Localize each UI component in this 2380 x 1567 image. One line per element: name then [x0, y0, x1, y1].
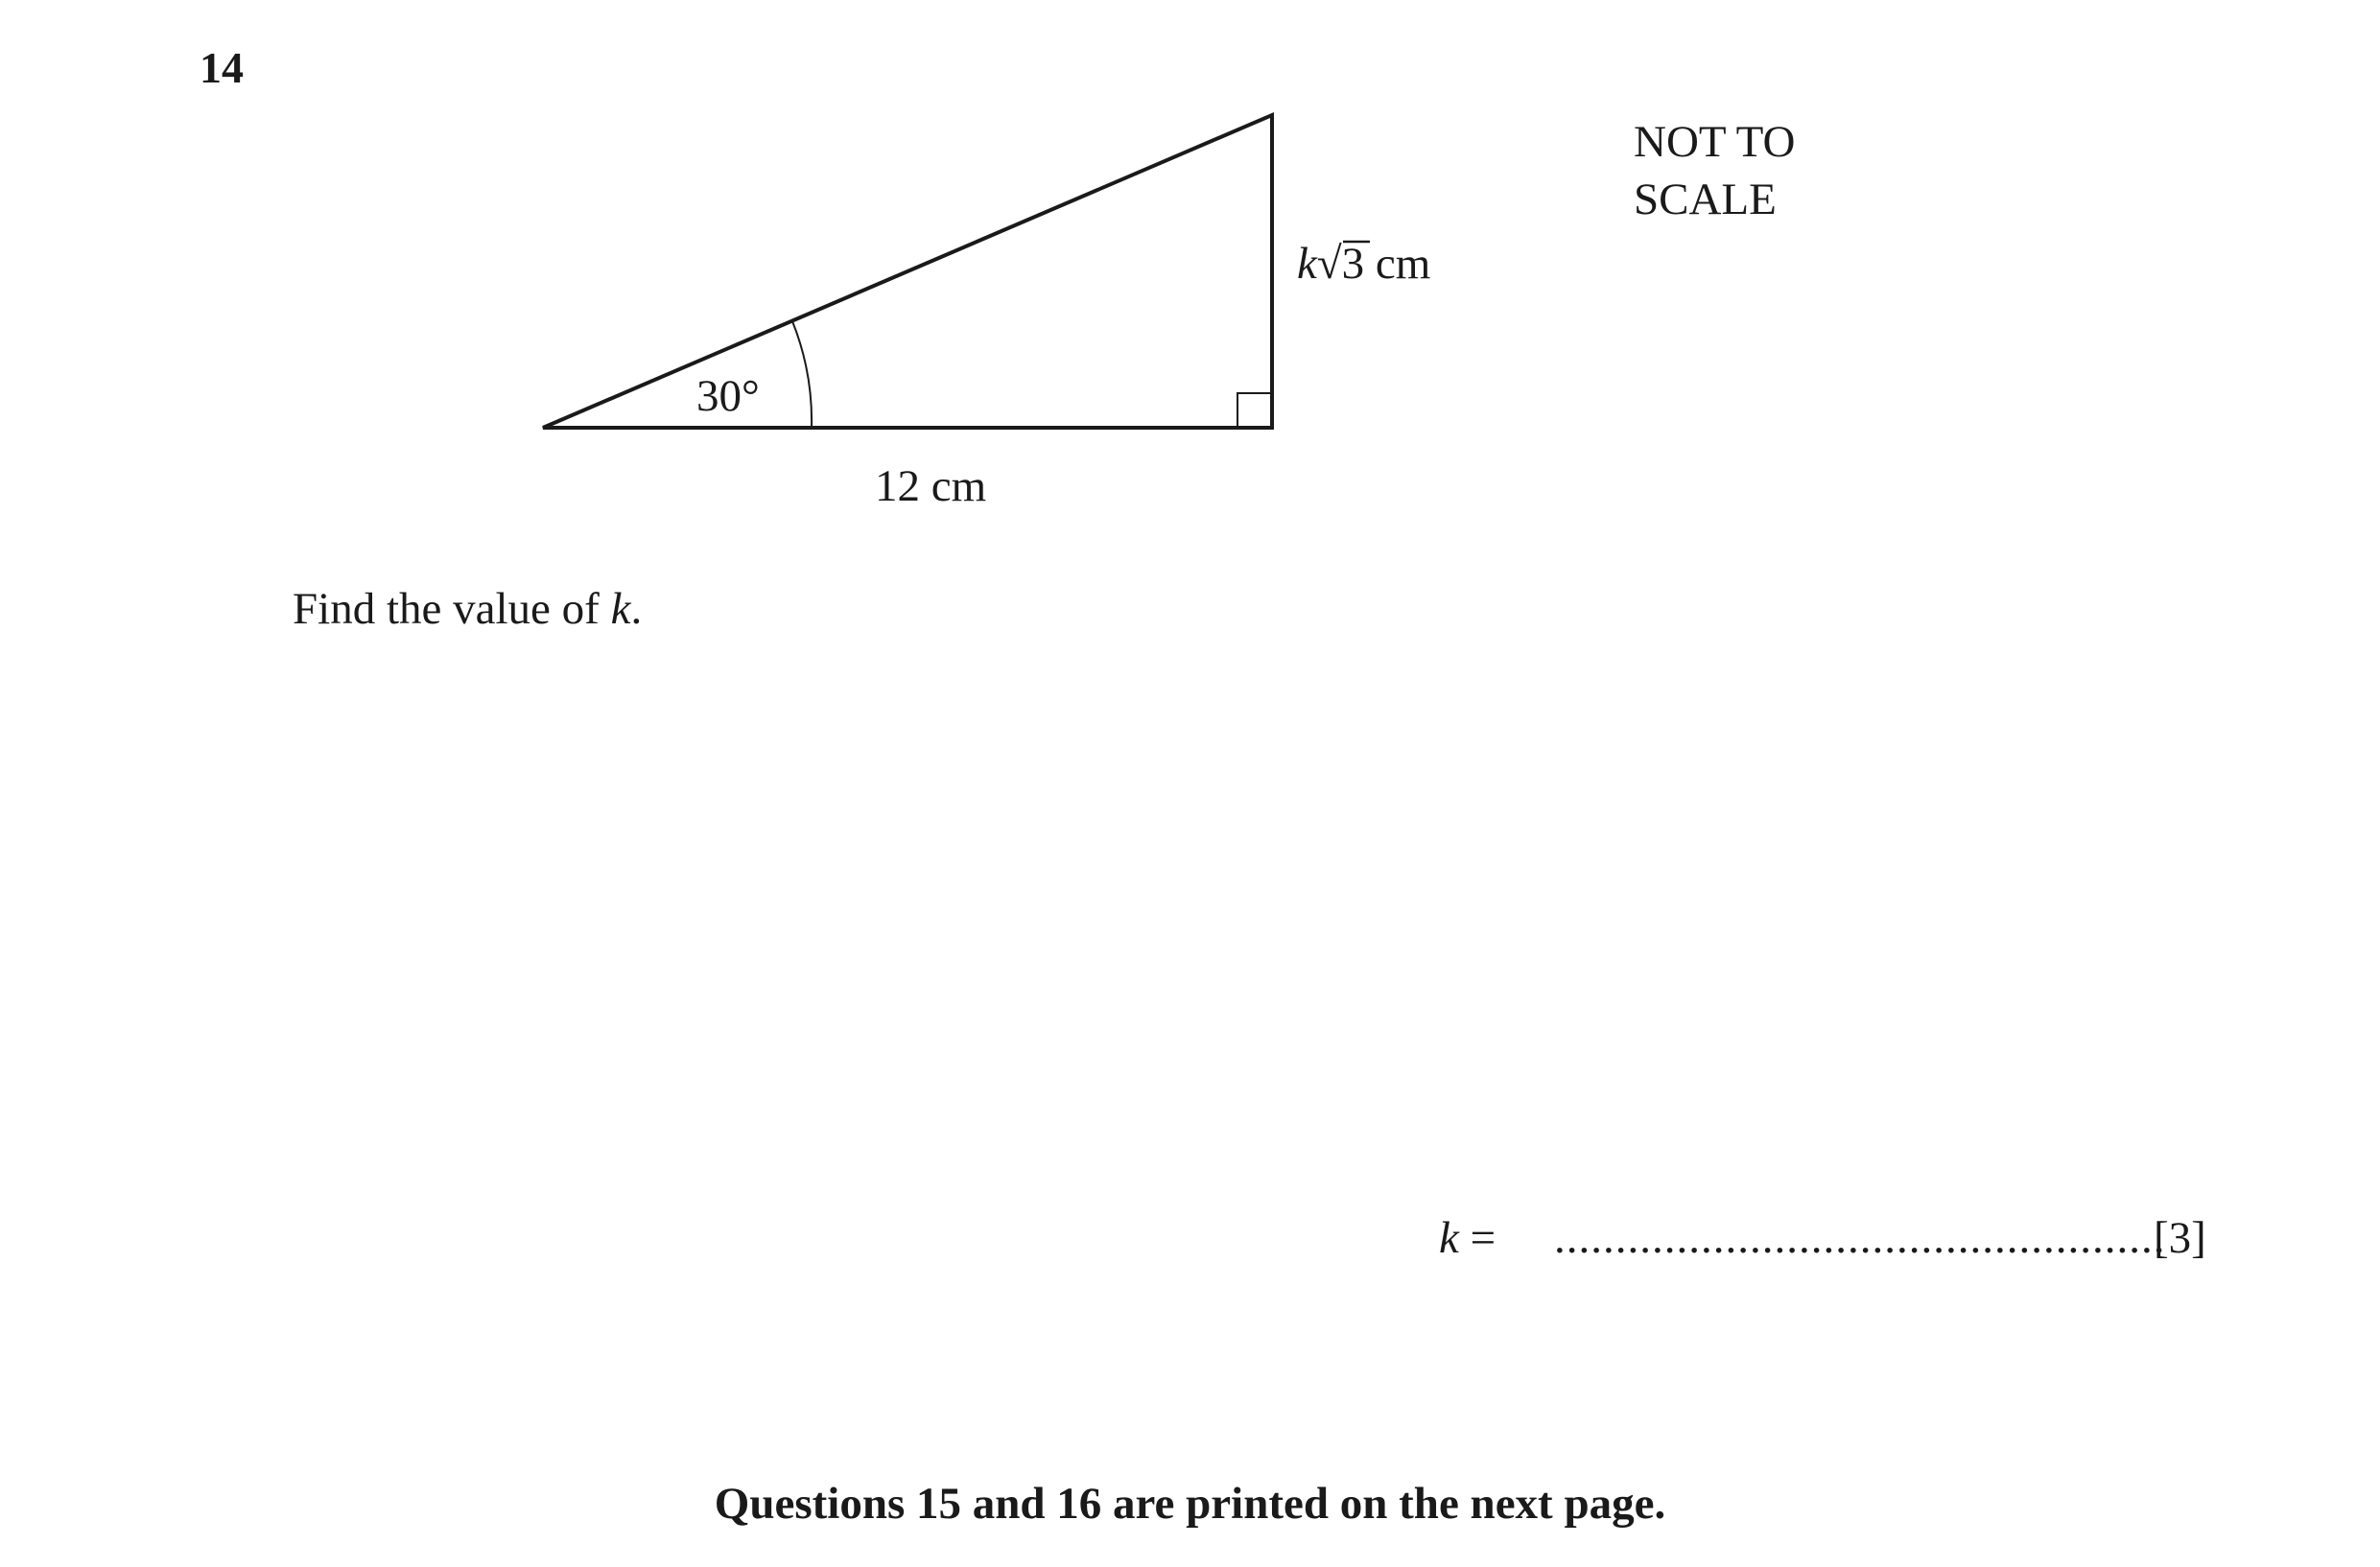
answer-equals: =: [1458, 1213, 1496, 1263]
answer-space[interactable]: ..................................................: [1554, 1213, 2166, 1263]
answer-line: [1439, 1213, 2206, 1263]
not-to-scale-line2: SCALE: [1634, 175, 1777, 224]
not-to-scale-note: [1634, 113, 1795, 228]
base-label: 12 cm: [875, 461, 987, 511]
question-number: 14: [200, 43, 244, 92]
angle-label: 30°: [696, 371, 760, 421]
height-label-variable: k: [1297, 239, 1317, 289]
question-prompt: [293, 584, 643, 634]
prompt-end: .: [630, 584, 643, 634]
angle-arc: [792, 321, 812, 428]
prompt-text: Find the value of: [293, 584, 611, 634]
height-label-unit: cm: [1364, 239, 1431, 289]
marks-badge: [3]: [2154, 1213, 2206, 1263]
footer-note: Questions 15 and 16 are printed on the next page.: [714, 1479, 1666, 1529]
not-to-scale-line1: NOT TO: [1634, 117, 1796, 167]
triangle-diagram: [0, 0, 2380, 575]
answer-variable: k: [1439, 1213, 1459, 1263]
right-angle-marker: [1237, 393, 1272, 428]
height-label: [1297, 239, 1430, 289]
right-triangle: [543, 115, 1272, 428]
height-label-root: √3: [1316, 239, 1365, 289]
prompt-variable: k: [610, 584, 631, 634]
